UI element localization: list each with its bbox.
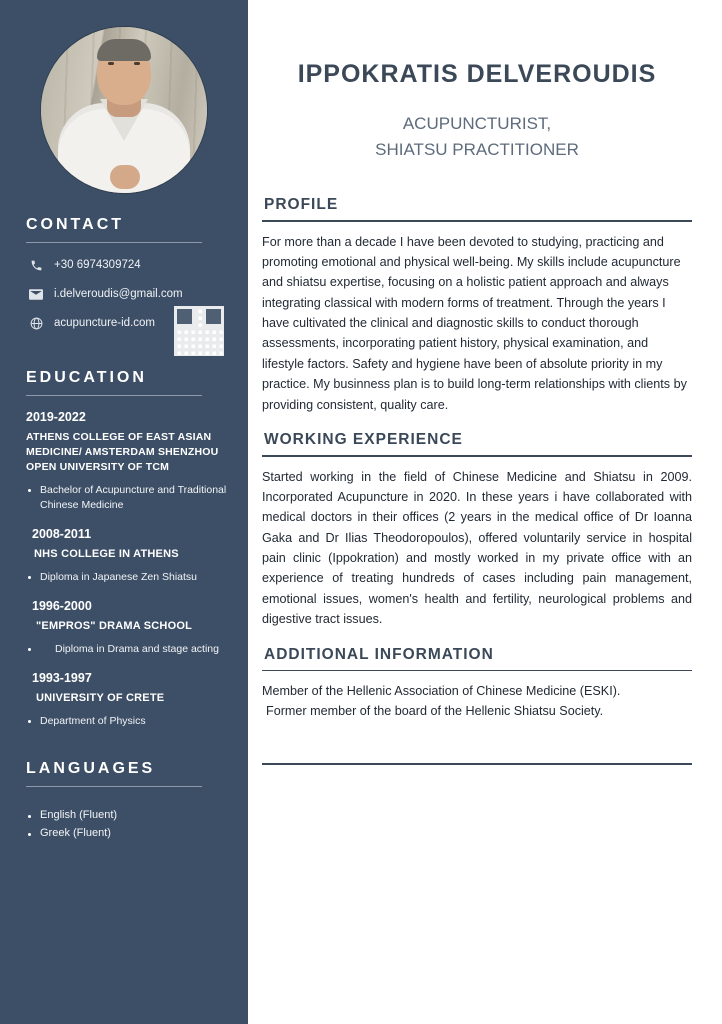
photo-container <box>0 0 248 194</box>
contact-divider <box>26 242 202 243</box>
bottom-divider <box>262 763 692 765</box>
profile-heading: PROFILE <box>264 196 339 213</box>
education-school: "EMPROS" DRAMA SCHOOL <box>36 620 193 633</box>
contact-website-text: acupuncture-id.com <box>54 317 155 329</box>
education-years: 2019-2022 <box>26 410 86 424</box>
education-bullets <box>26 570 230 585</box>
job-title-line-2: SHIATSU PRACTITIONER <box>375 139 579 159</box>
page-title: IPPOKRATIS DELVEROUDIS <box>297 60 657 88</box>
additional-section <box>262 646 692 765</box>
profile-text: For more than a decade I have been devoted to studying, practicing and promoting emotional and physical well-being. My skills include acupuncture and shiatsu expertise, focusing on a holistic patient approach and always integrating classical with modern forms of treatment. Through the years I have cultivated the clinical and diagnostic skills to conduct thorough assessments, incorporating patient history, physical examination, and lifestyle factors. Safety and hygiene have been of absolute priority in my practice. My businness plan is to build long-term relationships with clients by providing consistent, quality care. <box>262 234 687 412</box>
main-content <box>248 0 722 1024</box>
education-heading: EDUCATION <box>26 369 147 386</box>
photo-eye-left <box>108 62 114 65</box>
experience-section <box>262 431 692 630</box>
email-icon <box>26 286 46 302</box>
profile-section <box>262 196 692 415</box>
education-entry <box>26 671 230 729</box>
education-years: 2008-2011 <box>32 527 92 542</box>
education-years: 1993-1997 <box>32 671 92 686</box>
education-entry <box>26 527 230 585</box>
contact-heading: CONTACT <box>26 216 125 233</box>
education-bullets <box>26 483 230 513</box>
education-years: 1996-2000 <box>32 599 92 614</box>
education-school: NHS COLLEGE IN ATHENS <box>34 548 179 561</box>
education-bullet: Department of Physics <box>26 714 230 729</box>
education-divider <box>26 395 202 396</box>
contact-email-text: i.delveroudis@gmail.com <box>54 288 183 300</box>
globe-icon <box>26 315 46 331</box>
additional-line-2: Former member of the board of the Hellenic Shiatsu Society. <box>266 704 604 719</box>
experience-divider <box>262 455 692 457</box>
qr-code-pattern <box>174 306 224 356</box>
languages-heading: LANGUAGES <box>26 759 156 777</box>
additional-line-1: Member of the Hellenic Association of Chinese Medicine (ESKI). <box>262 684 621 699</box>
language-item: Greek (Fluent) <box>26 827 248 839</box>
languages-section <box>0 760 248 839</box>
contact-item-phone[interactable] <box>26 257 248 273</box>
photo-eye-right <box>134 62 140 65</box>
languages-divider <box>26 786 202 787</box>
education-bullet: Diploma in Drama and stage acting <box>26 642 230 657</box>
education-bullet: Diploma in Japanese Zen Shiatsu <box>26 570 230 585</box>
education-bullets <box>26 714 230 729</box>
contact-phone-text: +30 6974309724 <box>54 259 141 271</box>
education-bullets <box>26 642 230 657</box>
contact-item-email[interactable] <box>26 286 248 302</box>
photo-hands <box>110 165 140 189</box>
education-entry <box>26 599 230 657</box>
languages-list <box>0 809 248 839</box>
phone-icon <box>26 257 46 273</box>
education-bullet: Bachelor of Acupuncture and Traditional Chinese Medicine <box>26 483 230 513</box>
qr-code[interactable] <box>174 306 224 356</box>
job-title-line-1: ACUPUNCTURIST, <box>402 114 552 133</box>
education-school: UNIVERSITY OF CRETE <box>36 692 165 705</box>
job-title <box>262 111 692 162</box>
profile-divider <box>262 220 692 222</box>
education-entry <box>26 410 230 513</box>
language-item: English (Fluent) <box>26 809 248 821</box>
additional-heading: ADDITIONAL INFORMATION <box>264 645 494 663</box>
experience-text: Started working in the field of Chinese Medicine and Shiatsu in 2009. Incorporated Acupuncture in 2020. In these years i have collaborated with medical doctors in their offices (2 years in the medical office of Dr Ioanna Gaka and Dr Ilias Theodoropoulos), offered voluntarily service in hospital pain clinic (Ippokration) and mostly worked in my private office with an experience of treating hundreds of cases including pain management, emotional issues, women's health and fertility, neurological problems and digestive tract issues. <box>262 469 692 627</box>
education-section <box>0 369 248 730</box>
portrait-photo <box>40 26 208 194</box>
sidebar <box>0 0 248 1024</box>
experience-heading: WORKING EXPERIENCE <box>264 431 463 449</box>
photo-hair <box>97 39 151 61</box>
education-school: ATHENS COLLEGE OF EAST ASIAN MEDICINE/ AMSTERDAM SHENZHOU OPEN UNIVERSITY OF TCM <box>26 431 219 474</box>
additional-divider <box>262 670 692 672</box>
